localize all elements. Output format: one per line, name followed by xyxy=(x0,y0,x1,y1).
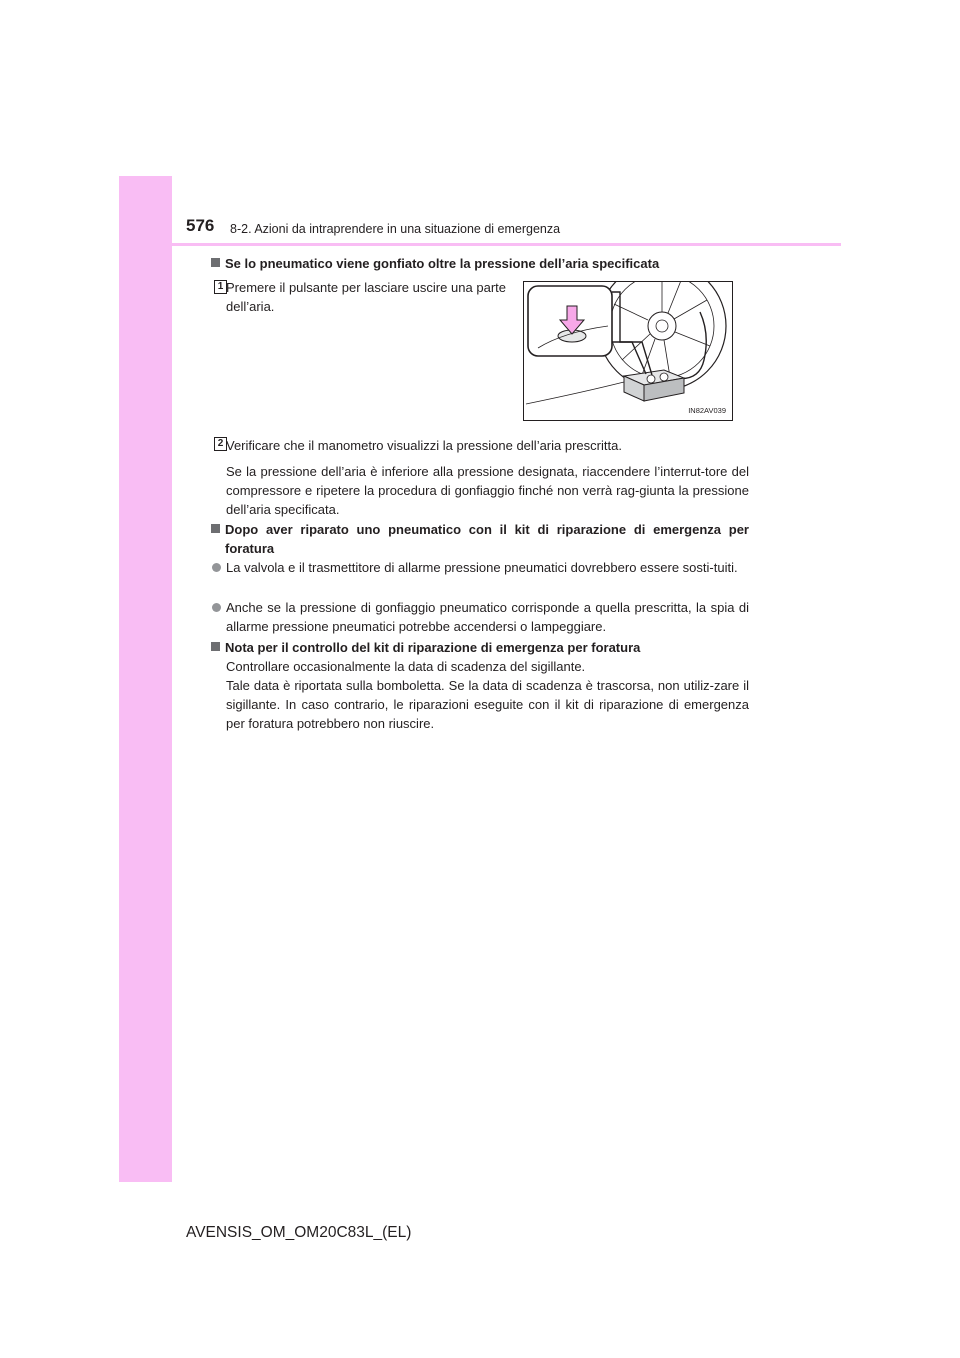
bullet-item: La valvola e il trasmettitore di allarme pressione pneumatici dovrebbero essere sosti-tuiti. xyxy=(211,558,749,577)
kit-check-line-2: Tale data è riportata sulla bomboletta. Se la data di scadenza è trascorsa, non utiliz-zare il sigillante. In caso contrario, le riparazioni eseguite con il kit di riparazione di emergenza per foratura potrebbero non riuscire. xyxy=(226,678,749,731)
section-heading-kit-check xyxy=(211,638,749,657)
page-number: 576 xyxy=(186,216,215,235)
compressor-illustration xyxy=(523,281,733,421)
square-bullet-icon xyxy=(211,524,220,533)
section-heading-after-repair xyxy=(211,520,749,558)
square-bullet-icon xyxy=(211,258,220,267)
document-code: AVENSIS_OM_OM20C83L_(EL) xyxy=(186,1224,412,1241)
section-heading-over-inflated xyxy=(211,254,749,273)
step-1-badge: 1 xyxy=(214,280,227,294)
heading-text: Se lo pneumatico viene gonfiato oltre la pressione dell’aria specificata xyxy=(225,256,660,271)
step-1-text: Premere il pulsante per lasciare uscire una parte dell’aria. xyxy=(226,280,506,314)
step-2-badge: 2 xyxy=(214,437,227,451)
header-divider xyxy=(119,243,841,246)
heading-text: Dopo aver riparato uno pneumatico con il kit di riparazione di emergenza per foratura xyxy=(225,522,749,556)
compressor-drawing xyxy=(524,282,732,420)
round-bullet-icon xyxy=(212,603,221,612)
step-2-note: Se la pressione dell’aria è inferiore alla pressione designata, riaccendere l’interrut-tore del compressore e ripetere la procedura di gonfiaggio finché non verrà rag-giunta la pressione dell’aria specificata. xyxy=(226,464,749,517)
bullet-item: Anche se la pressione di gonfiaggio pneumatico corrisponde a quella prescritta, la spia di allarme pressione pneumatici potrebbe accendersi o lampeggiare. xyxy=(211,598,749,636)
side-tab-band xyxy=(119,176,172,1182)
figure-code: IN82AV039 xyxy=(688,406,726,415)
round-bullet-icon xyxy=(212,563,221,572)
step-2-text: Verificare che il manometro visualizzi la pressione dell’aria prescritta. xyxy=(226,438,622,453)
heading-text: Nota per il controllo del kit di riparazione di emergenza per foratura xyxy=(225,640,641,655)
kit-check-line-1: Controllare occasionalmente la data di scadenza del sigillante. xyxy=(226,659,586,674)
section-title: 8-2. Azioni da intraprendere in una situazione di emergenza xyxy=(230,222,561,236)
square-bullet-icon xyxy=(211,642,220,651)
